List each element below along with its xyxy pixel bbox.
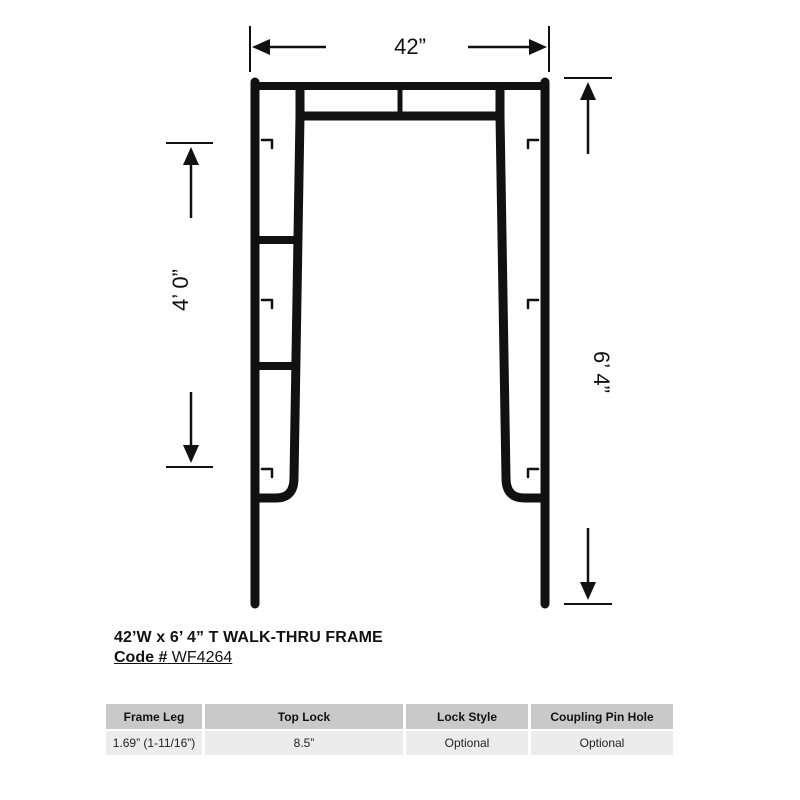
header-frame-leg: Frame Leg: [106, 704, 202, 729]
section-arrowhead-down: [183, 445, 199, 463]
spec-value-row: [106, 729, 673, 755]
value-top-lock: 8.5”: [205, 729, 403, 755]
spec-table: [103, 704, 676, 755]
right-lock-tab-2: [528, 300, 538, 308]
frame-drawing: [255, 82, 545, 604]
section-arrowhead-up: [183, 147, 199, 165]
header-coupling-pin-hole: Coupling Pin Hole: [531, 704, 673, 729]
total-arrowhead-up: [580, 82, 596, 100]
header-top-lock: Top Lock: [205, 704, 403, 729]
right-lock-tab-3: [528, 469, 538, 477]
left-lock-tab-2: [262, 300, 272, 308]
value-lock-style: Optional: [406, 729, 528, 755]
spec-header-row: [106, 704, 673, 729]
value-coupling-pin-hole: Optional: [531, 729, 673, 755]
total-arrowhead-down: [580, 582, 596, 600]
right-lock-tab-1: [528, 140, 538, 148]
product-code-value: WF4264: [171, 649, 233, 666]
width-arrowhead-right: [529, 39, 547, 55]
product-code: [114, 648, 674, 668]
value-frame-leg: 1.69” (1-11/16”): [106, 729, 202, 755]
width-dimension-label: 42”: [394, 34, 426, 59]
product-title-block: [114, 628, 674, 668]
product-code-label: Code #: [114, 649, 168, 666]
left-lock-tab-1: [262, 140, 272, 148]
width-arrowhead-left: [252, 39, 270, 55]
header-lock-style: Lock Style: [406, 704, 528, 729]
frame-title: 42’W x 6’ 4” T WALK-THRU FRAME: [114, 629, 383, 646]
total-height-label: 6’ 4”: [589, 351, 614, 393]
left-lock-tab-3: [262, 469, 272, 477]
right-inner-leg: [500, 88, 541, 498]
section-height-label: 4’ 0”: [168, 269, 193, 311]
left-inner-leg: [259, 88, 300, 498]
